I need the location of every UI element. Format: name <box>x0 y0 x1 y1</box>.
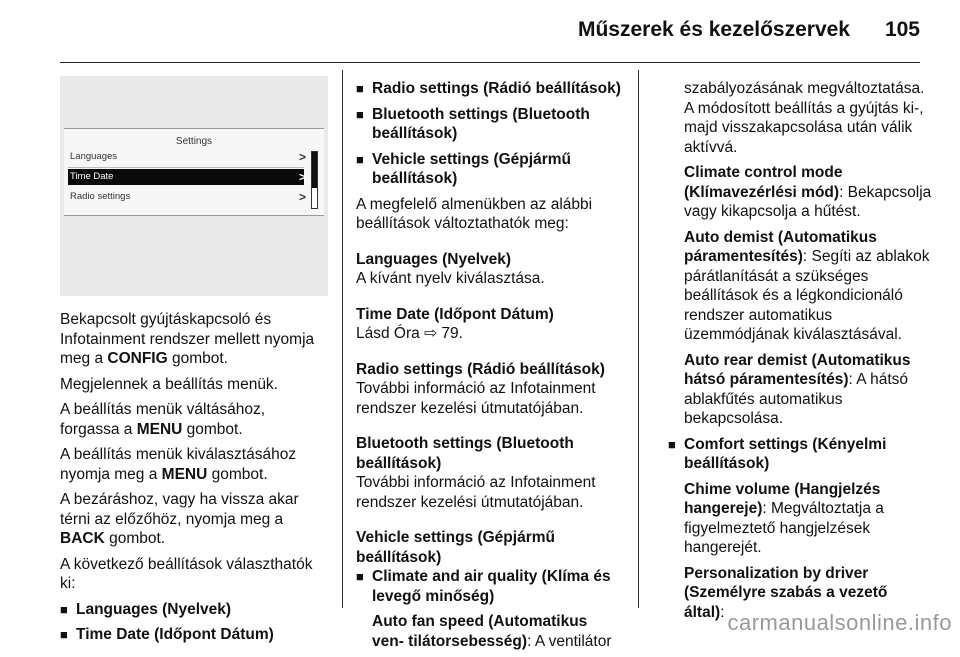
bullet-icon: ■ <box>668 436 676 452</box>
chevron-right-icon: > <box>298 190 306 204</box>
column-1 <box>60 76 328 651</box>
settings-panel <box>64 128 324 216</box>
bullet-icon: ■ <box>356 81 364 96</box>
list-item: ■ Vehicle settings (Gépjármű beállítások) <box>356 150 571 187</box>
column-divider <box>342 70 343 608</box>
paragraph: További információ az Infotainment rendszer kezelési útmutatójában. <box>356 474 596 511</box>
subheading: Languages (Nyelvek) <box>356 250 512 268</box>
list-item: ■ Climate and air quality (Klíma és levegő minőség) <box>356 568 611 605</box>
bullet-icon: ■ <box>60 627 68 642</box>
paragraph: A beállítás menük kiválasztásához nyomja meg a MENU gombot. <box>60 446 297 483</box>
paragraph: Chime volume (Hangjelzés hangereje): Megváltoztatja a figyelmeztető hangjelzések hangerejét. <box>684 480 884 556</box>
subheading: Bluetooth settings (Bluetooth beállítások) <box>356 435 574 472</box>
page-reference-icon: ⇨ <box>424 325 438 342</box>
paragraph: Bekapcsolt gyújtáskapcsoló és Infotainment rendszer mellett nyomja meg a CONFIG gombot. <box>60 311 315 367</box>
subheading: Vehicle settings (Gépjármű beállítások) <box>356 529 555 566</box>
column-3 <box>668 79 932 628</box>
paragraph: A kívánt nyelv kiválasztása. <box>356 270 545 287</box>
page-number: 105 <box>884 18 920 41</box>
header-rule <box>60 62 920 63</box>
settings-title: Settings <box>175 136 213 147</box>
bullet-icon: ■ <box>356 569 364 584</box>
paragraph: Auto rear demist (Automatikus hátsó páramentesítés): A hátsó ablakfűtés automatikus bekapcsolása. <box>684 351 911 427</box>
paragraph: A bezáráshoz, vagy ha vissza akar térni az előzőhöz, nyomja meg a BACK gombot. <box>60 491 299 547</box>
paragraph: Climate control mode (Klímavezérlési mód): Bekapcsolja vagy kikapcsolja a hűtést. <box>684 164 932 220</box>
section-title: Műszerek és kezelőszervek <box>577 18 850 41</box>
paragraph: Megjelennek a beállítás menük. <box>60 375 278 393</box>
divider <box>68 167 304 168</box>
list-item: ■ Radio settings (Rádió beállítások) <box>356 80 621 97</box>
column-divider <box>638 70 639 608</box>
bullet-icon: ■ <box>356 151 364 167</box>
paragraph: A következő beállítások választhatók ki: <box>60 555 313 592</box>
menu-item-radio-settings <box>68 189 304 205</box>
subheading: Radio settings (Rádió beállítások) <box>356 360 605 378</box>
list-item: ■ Time Date (Időpont Dátum) <box>60 626 274 643</box>
settings-screen-illustration <box>60 76 328 296</box>
chevron-right-icon: > <box>298 170 306 184</box>
bullet-icon: ■ <box>356 106 364 122</box>
bullet-icon: ■ <box>60 601 68 617</box>
chevron-right-icon: > <box>298 150 306 164</box>
paragraph: Auto demist (Automatikus páramentesítés): Segíti az ablakok párátlanítását a szükséges beállítások és a légkondicionáló rendszer automatikus üzemmódjának kiválasztásával. <box>684 228 930 343</box>
menu-item-label: Languages <box>70 151 118 162</box>
paragraph: A beállítás menük váltásához, forgassa a MENU gombot. <box>60 401 266 438</box>
paragraph: Auto fan speed (Automatikus ven- tilátorsebesség): A ventilátor <box>372 613 612 650</box>
column-2 <box>356 79 622 657</box>
subheading: Time Date (Időpont Dátum) <box>356 305 554 323</box>
scrollbar <box>311 151 318 209</box>
menu-item-languages <box>68 149 304 165</box>
paragraph: A megfelelő almenükben az alábbi beállítások változtathatók meg: <box>356 195 593 232</box>
scrollbar-thumb <box>312 152 317 188</box>
watermark: carmanualsonline.info <box>727 610 952 635</box>
list-item: ■ Languages (Nyelvek) <box>60 600 232 618</box>
paragraph: szabályozásának megváltoztatása. A módosított beállítás a gyújtás ki-, majd visszakapcsolása után válik aktívvá. <box>684 80 925 156</box>
paragraph: Lásd Óra ⇨ 79. <box>356 325 463 342</box>
menu-item-label: Time Date <box>70 171 114 182</box>
paragraph: Personalization by driver (Személyre szabás a vezető által): <box>684 564 888 621</box>
menu-item-time-date <box>68 169 304 185</box>
menu-item-label: Radio settings <box>70 191 131 202</box>
list-item: ■ Comfort settings (Kényelmi beállítások) <box>668 435 887 472</box>
list-item: ■ Bluetooth settings (Bluetooth beállítások) <box>356 105 590 142</box>
paragraph: További információ az Infotainment rendszer kezelési útmutatójában. <box>356 380 596 417</box>
